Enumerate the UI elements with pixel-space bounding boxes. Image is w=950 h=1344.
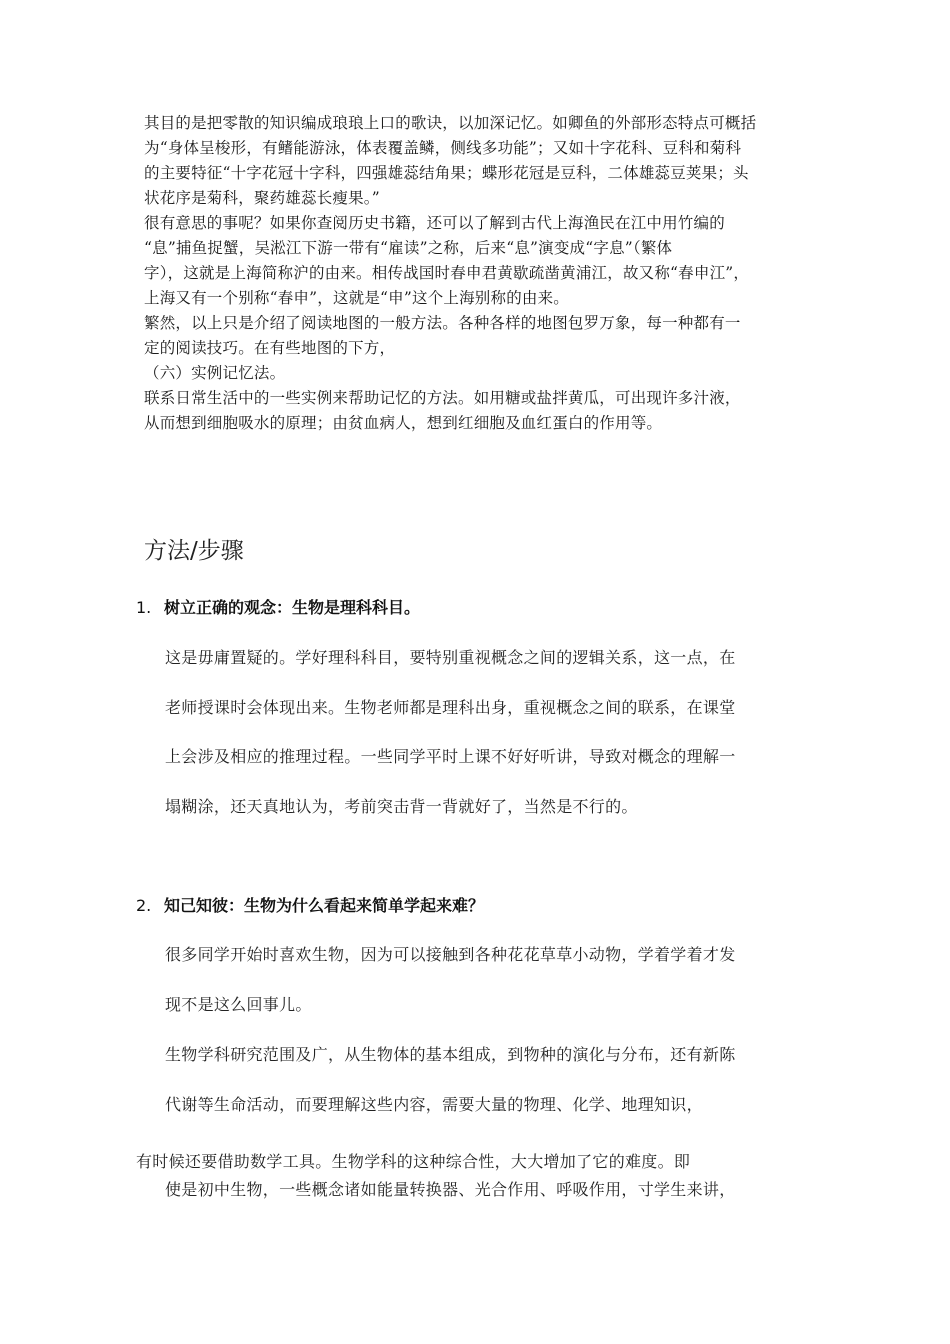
step-body-line: 这是毋庸置疑的。学好理科科目，要特别重视概念之间的逻辑关系，这一点，在 [165, 648, 736, 667]
step-body-line: 使是初中生物，一些概念诸如能量转换器、光合作用、呼吸作用，寸学生来讲， [165, 1180, 736, 1199]
intro-line: 联系日常生活中的一些实例来帮助记忆的方法。如用糖或盐拌黄瓜，可出现许多汁液， [144, 389, 741, 407]
intro-line: 繁然，以上只是介绍了阅读地图的一般方法。各种各样的地图包罗万象，每一种都有一 [144, 314, 741, 332]
step-title-text: 知己知彼：生物为什么看起来简单学起来难？ [164, 896, 485, 915]
step-body-line: 老师授课时会体现出来。生物老师都是理科出身，重视概念之间的联系，在课堂 [165, 698, 736, 717]
intro-line: 的主要特征“十字花冠十字科，四强雄蕊结角果；蝶形花冠是豆科，二体雄蕊豆荚果；头 [144, 164, 749, 182]
intro-line: “息”捕鱼捉蟹，吴淞江下游一带有“雇读”之称，后来“息”演变成“字息”（繁体 [144, 239, 673, 257]
step-body-line: 塌糊涂，还天真地认为，考前突击背一背就好了，当然是不行的。 [165, 797, 638, 816]
intro-line: 上海又有一个别称“春申”，这就是“申”这个上海别称的由来。 [144, 289, 569, 307]
intro-line: 状花序是菊科，聚药雄蕊长瘦果。” [144, 189, 380, 207]
intro-line: 字），这就是上海简称沪的由来。相传战国时春申君黄歇疏凿黄浦江，故又称“春申江”， [144, 264, 750, 282]
step-title [136, 596, 420, 620]
step-body-line: 现不是这么回事儿。 [165, 995, 312, 1014]
intro-line: 其目的是把零散的知识编成琅琅上口的歌诀，以加深记忆。如卿鱼的外部形态特点可概括 [144, 114, 757, 132]
step-body-line: 代谢等生命活动，而要理解这些内容，需要大量的物理、化学、地理知识， [165, 1095, 703, 1114]
step-body-line: 很多同学开始时喜欢生物，因为可以接触到各种花花草草小动物，学着学着才发 [165, 945, 736, 964]
step-body-line: 生物学科研究范围及广，从生物体的基本组成，到物种的演化与分布，还有新陈 [165, 1045, 736, 1064]
step-title-text: 树立正确的观念：生物是理科科目。 [164, 598, 421, 617]
step-body-line: 有时候还要借助数学工具。生物学科的这种综合性，大大增加了它的难度。即 [136, 1152, 691, 1171]
intro-line: 很有意思的事呢？如果你查阅历史书籍，还可以了解到古代上海渔民在江中用竹编的 [144, 214, 725, 232]
intro-line: 从而想到细胞吸水的原理；由贫血病人，想到红细胞及血红蛋白的作用等。 [144, 414, 663, 432]
intro-line: 定的阅读技巧。在有些地图的下方， [144, 339, 396, 357]
section-heading: 方法/步骤 [144, 538, 244, 564]
step-number: 2. [136, 896, 152, 915]
step-body-line: 上会涉及相应的推理过程。一些同学平时上课不好好听讲，导致对概念的理解一 [165, 747, 736, 766]
intro-line: 为“身体呈梭形，有鳍能游泳，体表覆盖鳞，侧线多功能”；又如十字花科、豆科和菊科 [144, 139, 742, 157]
step-number: 1. [136, 598, 152, 617]
intro-line: （六）实例记忆法。 [144, 364, 286, 382]
step-title [136, 894, 484, 918]
